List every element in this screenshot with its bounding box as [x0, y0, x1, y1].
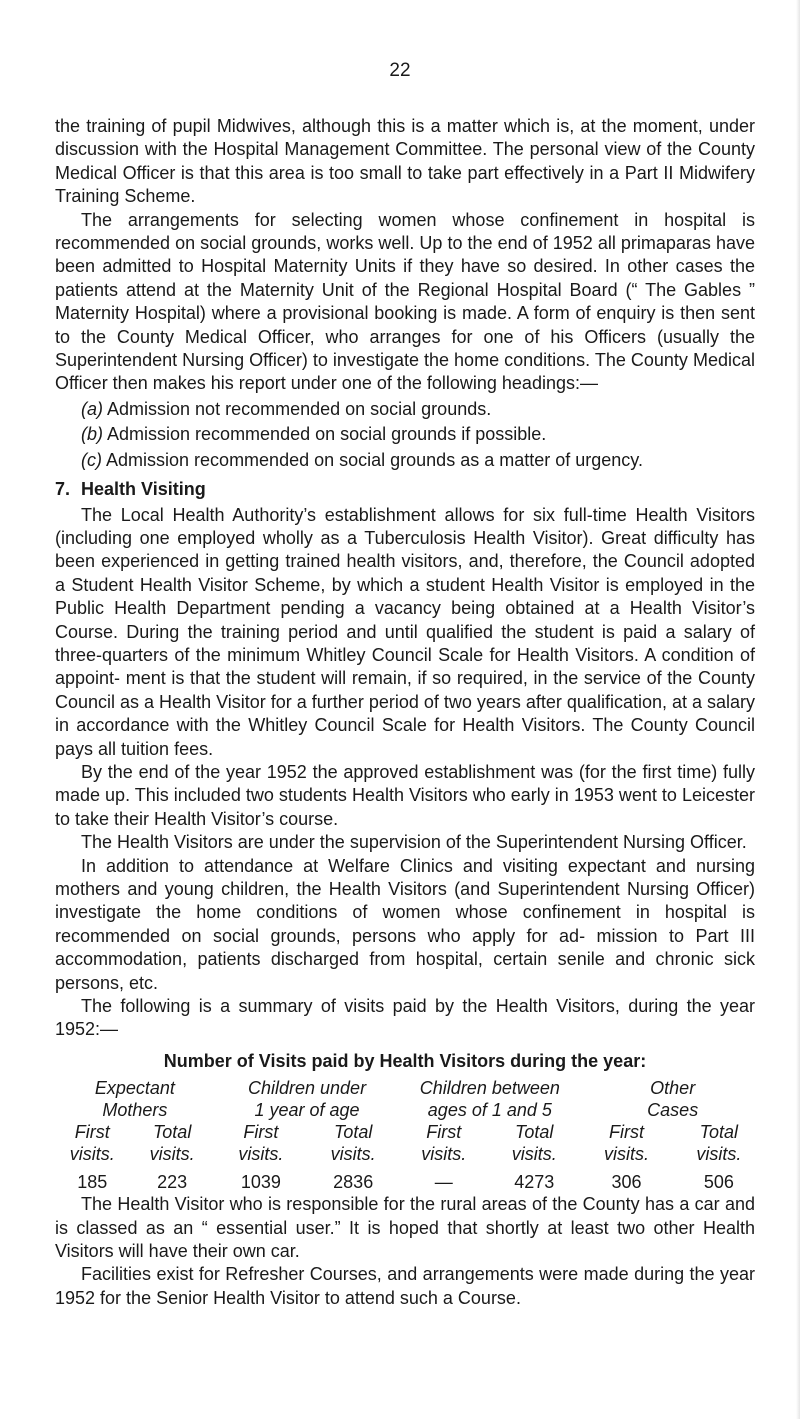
- table-header-row: [55, 1077, 765, 1099]
- column-header: Total: [333, 1122, 373, 1143]
- table-cell: 1039: [240, 1172, 281, 1193]
- table-cell: 506: [703, 1172, 734, 1193]
- column-header: visits.: [69, 1144, 115, 1165]
- section-title: Health Visiting: [81, 479, 206, 500]
- list-item-mark: (c): [81, 449, 102, 470]
- column-group-heading: Mothers: [102, 1100, 168, 1121]
- section-number: 7.: [55, 479, 71, 500]
- column-group-heading: Cases: [647, 1100, 699, 1121]
- list-item-text: Admission recommended on social grounds if possible.: [107, 424, 547, 445]
- column-group-heading: ages of 1 and 5: [427, 1100, 552, 1121]
- column-group-heading: Children between: [419, 1078, 560, 1099]
- table-header-row: [55, 1121, 765, 1143]
- table-title: Number of Visits paid by Health Visitors during the year:: [163, 1050, 647, 1071]
- paragraph: The Health Visitors are under the supervision of the Superintendent Nursing Officer.: [81, 832, 747, 853]
- table-header-row: [55, 1143, 765, 1165]
- table-cell: 4273: [514, 1172, 555, 1193]
- list-item: [81, 449, 755, 472]
- table-header-row: [55, 1099, 765, 1121]
- column-group-heading: Other: [650, 1078, 696, 1099]
- column-header: First: [426, 1122, 462, 1143]
- document-body: [55, 115, 755, 1310]
- table-cell: 223: [157, 1172, 188, 1193]
- column-group-heading: 1 year of age: [254, 1100, 360, 1121]
- list-item-text: Admission not recommended on social grounds.: [107, 398, 492, 419]
- column-group-heading: Expectant: [94, 1078, 175, 1099]
- table-row: [55, 1165, 765, 1193]
- paragraph: The Health Visitor who is responsible for the rural areas of the County has a car and is classed as an “ essential user.” It is hoped that shortly at least two other Health Visitors will have their own car.: [55, 1194, 755, 1262]
- column-header: First: [609, 1122, 645, 1143]
- column-header: visits.: [511, 1144, 557, 1165]
- list-item-mark: (b): [81, 424, 103, 445]
- paragraph: The following is a summary of visits paid by the Health Visitors, during the year 1952:—: [55, 996, 755, 1040]
- list-item-text: Admission recommended on social grounds as a matter of urgency.: [106, 449, 643, 470]
- paragraph: By the end of the year 1952 the approved establishment was (for the first time) fully made up. This included two students Health Visitors who early in 1953 went to Leicester to take their Health Visitor’s course.: [55, 761, 755, 829]
- list-item-mark: (a): [81, 398, 103, 419]
- paragraph: The Local Health Authority’s establishment allows for six full-time Health Visitors (including one employed wholly as a Tuberculosis Health Visitor). Great difficulty has been experienced in getting trained health visitors, and, therefore, the Council adopted a Student Health Visitor Scheme, by which a student Health Visitor is employed in the Public Health Department pending a vacancy being obtained at a Health Visitor’s Course. During the training period and until qualified the student is paid a salary of three-quarters of the minimum Whitley Council Scale for Health Visitors. A condition of appoint- ment is that the student will remain, if so required, in the service of the County Council as a Health Visitor for a further period of two years after qualification, at a salary in accordance with the Whitley Council Scale for Health Visitors. The County Council pays all tuition fees.: [55, 504, 756, 759]
- column-header: visits.: [330, 1144, 376, 1165]
- paragraph: the training of pupil Midwives, although this is a matter which is, at the moment, under discussion with the Hospital Management Committee. The personal view of the County Medical Officer is that this area is too small to take part effectively in a Part II Midwifery Training Scheme.: [55, 116, 755, 207]
- paragraph: The arrangements for selecting women whose confinement in hospital is recommended on social grounds, works well. Up to the end of 1952 all primaparas have been admitted to Hospital Maternity Units if they have so desired. In other cases the patients attend at the Maternity Unit of the Regional Hospital Board (“ The Gables ” Maternity Hospital) where a provisional booking is made. A form of enquiry is then sent to the County Medical Officer, who arranges for one of his Officers (usually the Superintendent Nursing Officer) to investigate the home conditions. The County Medical Officer then makes his report under one of the following headings:—: [55, 209, 755, 394]
- column-header: First: [243, 1122, 279, 1143]
- table-cell: 185: [77, 1172, 108, 1193]
- section-heading: [55, 478, 755, 501]
- column-header: visits.: [421, 1144, 467, 1165]
- table-cell: —: [434, 1172, 453, 1193]
- table-cell: 306: [611, 1172, 642, 1193]
- column-header: visits.: [696, 1144, 742, 1165]
- column-header: First: [74, 1122, 110, 1143]
- column-header: visits.: [238, 1144, 284, 1165]
- column-group-heading: Children under: [247, 1078, 367, 1099]
- page-edge-shadow: [796, 0, 800, 1419]
- column-header: Total: [699, 1122, 739, 1143]
- paragraph: In addition to attendance at Welfare Clinics and visiting expectant and nursing mothers and young children, the Health Visitors (and Superintendent Nursing Officer) investigate the home conditions of women whose confinement in hospital is recommended on social grounds, persons who apply for ad- mission to Part III accommodation, patients discharged from hospital, certain senile and chronic sick persons, etc.: [55, 855, 755, 993]
- list-item: [81, 423, 755, 446]
- visits-table: [55, 1077, 765, 1193]
- column-header: visits.: [149, 1144, 195, 1165]
- column-header: Total: [152, 1122, 192, 1143]
- column-header: visits.: [604, 1144, 650, 1165]
- paragraph: Facilities exist for Refresher Courses, and arrangements were made during the year 1952 for the Senior Health Visitor to attend such a Course.: [55, 1264, 755, 1308]
- table-cell: 2836: [333, 1172, 374, 1193]
- column-header: Total: [515, 1122, 554, 1143]
- page-number: 22: [389, 60, 411, 81]
- list-item: [81, 398, 755, 421]
